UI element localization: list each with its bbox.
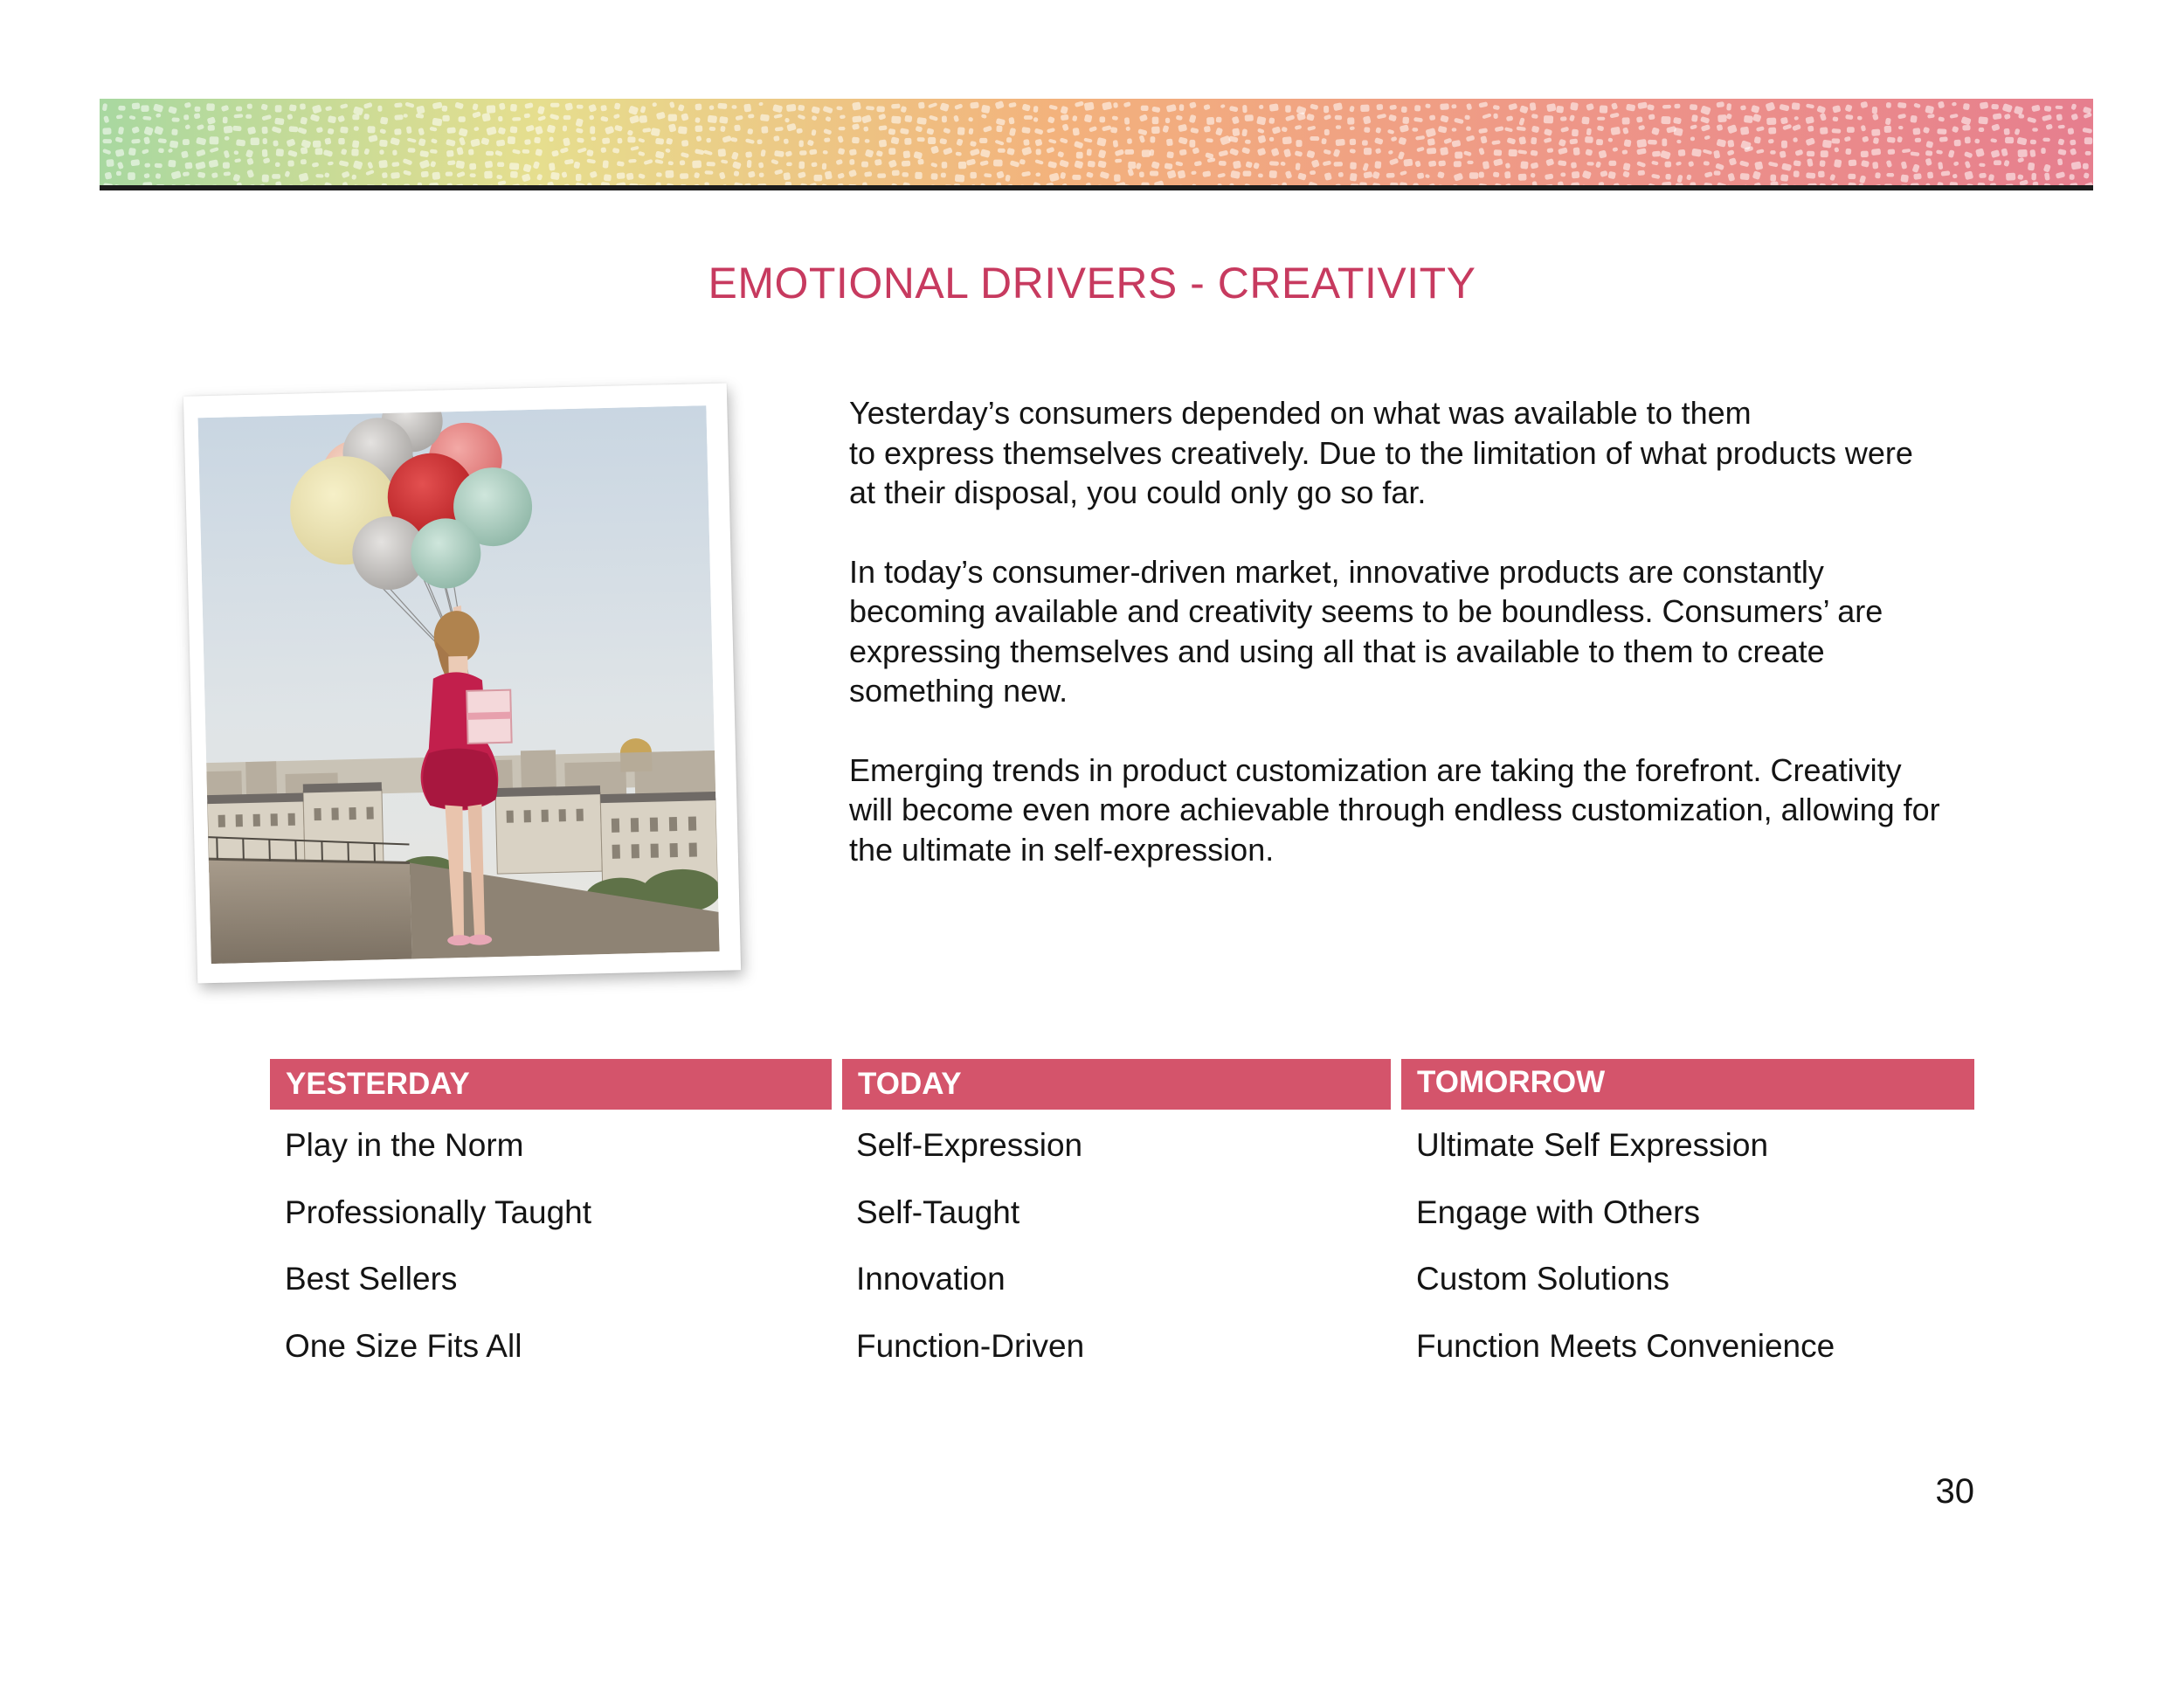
list-item: Engage with Others: [1416, 1193, 1700, 1230]
list-item: Ultimate Self Expression: [1416, 1127, 1769, 1163]
paragraph-today: In today’s consumer-driven market, innovative products are constantly becoming available and creativity seems to be boundless. Consumers’ are expressing themselves and using all that is available to them to create something new.: [849, 553, 1883, 709]
banner-pattern: [100, 99, 2093, 186]
column-list-today: [856, 1118, 1084, 1386]
list-item: Play in the Norm: [285, 1127, 524, 1163]
list-item: Best Sellers: [285, 1261, 458, 1297]
column-list-tomorrow: [1416, 1118, 1835, 1386]
header-banner: [100, 99, 2093, 186]
body-text: [849, 393, 2028, 909]
photo-frame: [183, 384, 741, 984]
page-number: 30: [1935, 1472, 1974, 1511]
list-item: One Size Fits All: [285, 1327, 522, 1364]
list-item: Function-Driven: [856, 1327, 1085, 1364]
column-header-tomorrow: TOMORROW: [1401, 1059, 1974, 1110]
column-header-yesterday: YESTERDAY: [270, 1059, 832, 1110]
page-title: EMOTIONAL DRIVERS - CREATIVITY: [708, 259, 1476, 308]
list-item: Function Meets Convenience: [1416, 1327, 1835, 1364]
list-item: Innovation: [856, 1261, 1006, 1297]
list-item: Professionally Taught: [285, 1193, 592, 1230]
list-item: Custom Solutions: [1416, 1261, 1669, 1297]
paragraph-tomorrow: Emerging trends in product customization are taking the forefront. Creativity will become even more achievable through endless customization, allowing for the ultimate in self-expression.: [849, 751, 1940, 868]
banner-rule: [100, 185, 2093, 190]
paragraph-yesterday: Yesterday’s consumers depended on what was available to them to express themselves creatively. Due to the limitation of what products were at their disposal, you could only go so far.: [849, 395, 1913, 510]
column-list-yesterday: [285, 1118, 591, 1386]
woman-with-balloons-photo: [197, 405, 719, 964]
column-header-today: TODAY: [842, 1059, 1391, 1110]
list-item: Self-Taught: [856, 1193, 1020, 1230]
list-item: Self-Expression: [856, 1127, 1083, 1163]
